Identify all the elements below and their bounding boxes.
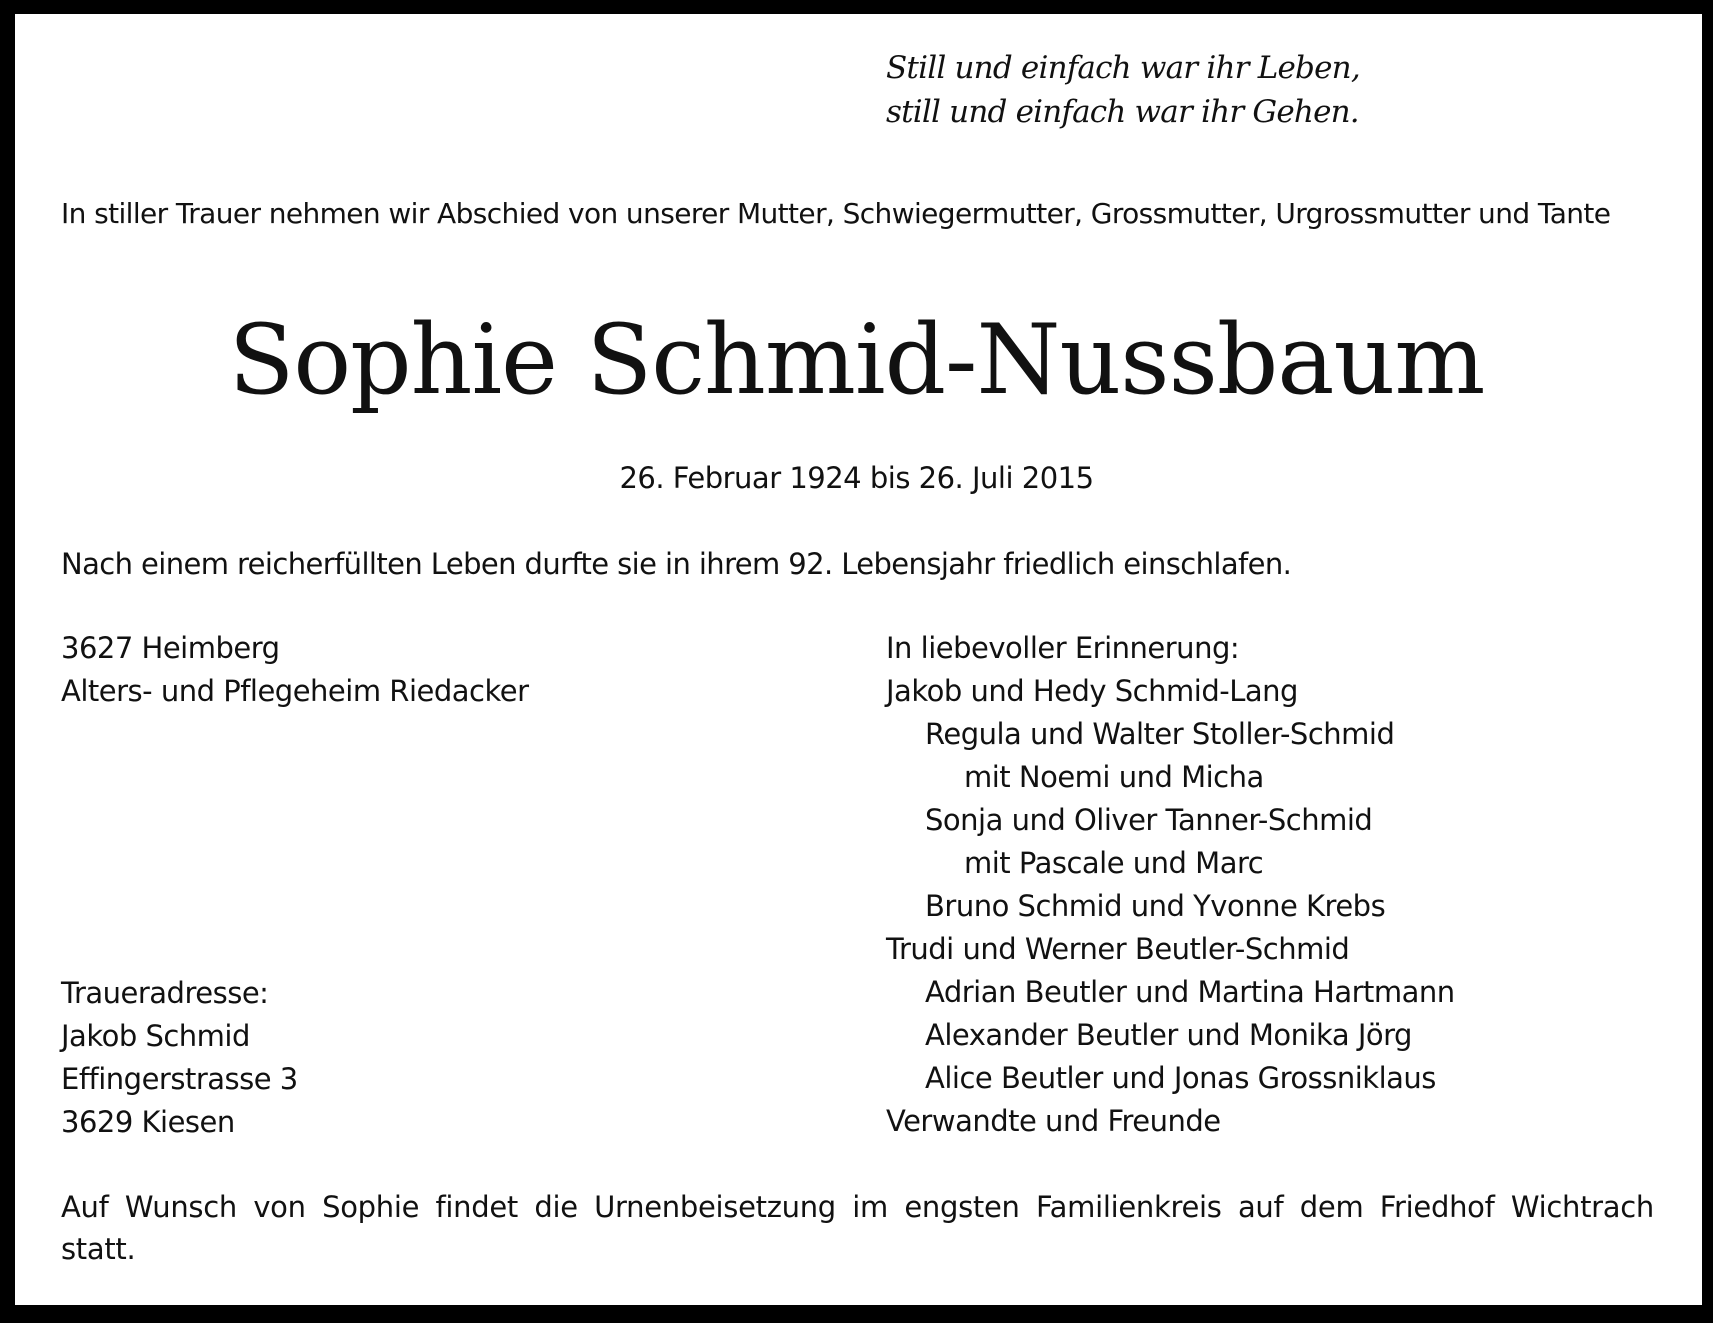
- mourner-entry: Jakob und Hedy Schmid-Lang: [886, 674, 1298, 708]
- mourner-entries: [886, 670, 1455, 1143]
- mourning-address-line: 3629 Kiesen: [61, 1105, 235, 1139]
- mourner-entry: Regula und Walter Stoller-Schmid: [925, 717, 1395, 751]
- mourner-entry: mit Noemi und Micha: [964, 760, 1264, 794]
- motto-line: Still und einfach war ihr Leben,: [886, 50, 1360, 86]
- mourner-entry: Alexander Beutler und Monika Jörg: [925, 1018, 1412, 1052]
- mourners-list: [886, 627, 1455, 1143]
- mourner-entry: Bruno Schmid und Yvonne Krebs: [925, 889, 1386, 923]
- motto-verse: [886, 46, 1360, 134]
- mourner-entry: Sonja und Oliver Tanner-Schmid: [925, 803, 1373, 837]
- mourner-entry: Trudi und Werner Beutler-Schmid: [886, 932, 1350, 966]
- burial-notice: Auf Wunsch von Sophie findet die Urnenbeisetzung im engsten Familienkreis auf dem Friedhof Wichtrach statt.: [61, 1190, 1654, 1266]
- address-line: Alters- und Pflegeheim Riedacker: [61, 674, 529, 708]
- mourning-address: [61, 972, 298, 1144]
- deceased-name: Sophie Schmid-Nussbaum: [228, 304, 1485, 416]
- intro-text: In stiller Trauer nehmen wir Abschied von unserer Mutter, Schwiegermutter, Grossmutter, Urgrossmutter und Tante: [61, 197, 1611, 230]
- life-dates: 26. Februar 1924 bis 26. Juli 2015: [619, 461, 1094, 495]
- address-line: 3627 Heimberg: [61, 631, 280, 665]
- motto-line: still und einfach war ihr Gehen.: [886, 94, 1359, 130]
- death-statement: Nach einem reicherfüllten Leben durfte sie in ihrem 92. Lebensjahr friedlich einschlafen.: [61, 547, 1292, 581]
- mourning-address-line: Effingerstrasse 3: [61, 1062, 298, 1096]
- mourner-entry: Verwandte und Freunde: [886, 1104, 1221, 1138]
- mourning-address-line: Jakob Schmid: [61, 1019, 250, 1053]
- mourner-entry: Alice Beutler und Jonas Grossniklaus: [925, 1061, 1436, 1095]
- mourner-entry: Adrian Beutler und Martina Hartmann: [925, 975, 1455, 1009]
- mourner-entry: mit Pascale und Marc: [964, 846, 1264, 880]
- mourning-address-label: Traueradresse:: [61, 976, 269, 1010]
- mourners-heading: In liebevoller Erinnerung:: [886, 631, 1240, 665]
- residence-address: [61, 627, 529, 713]
